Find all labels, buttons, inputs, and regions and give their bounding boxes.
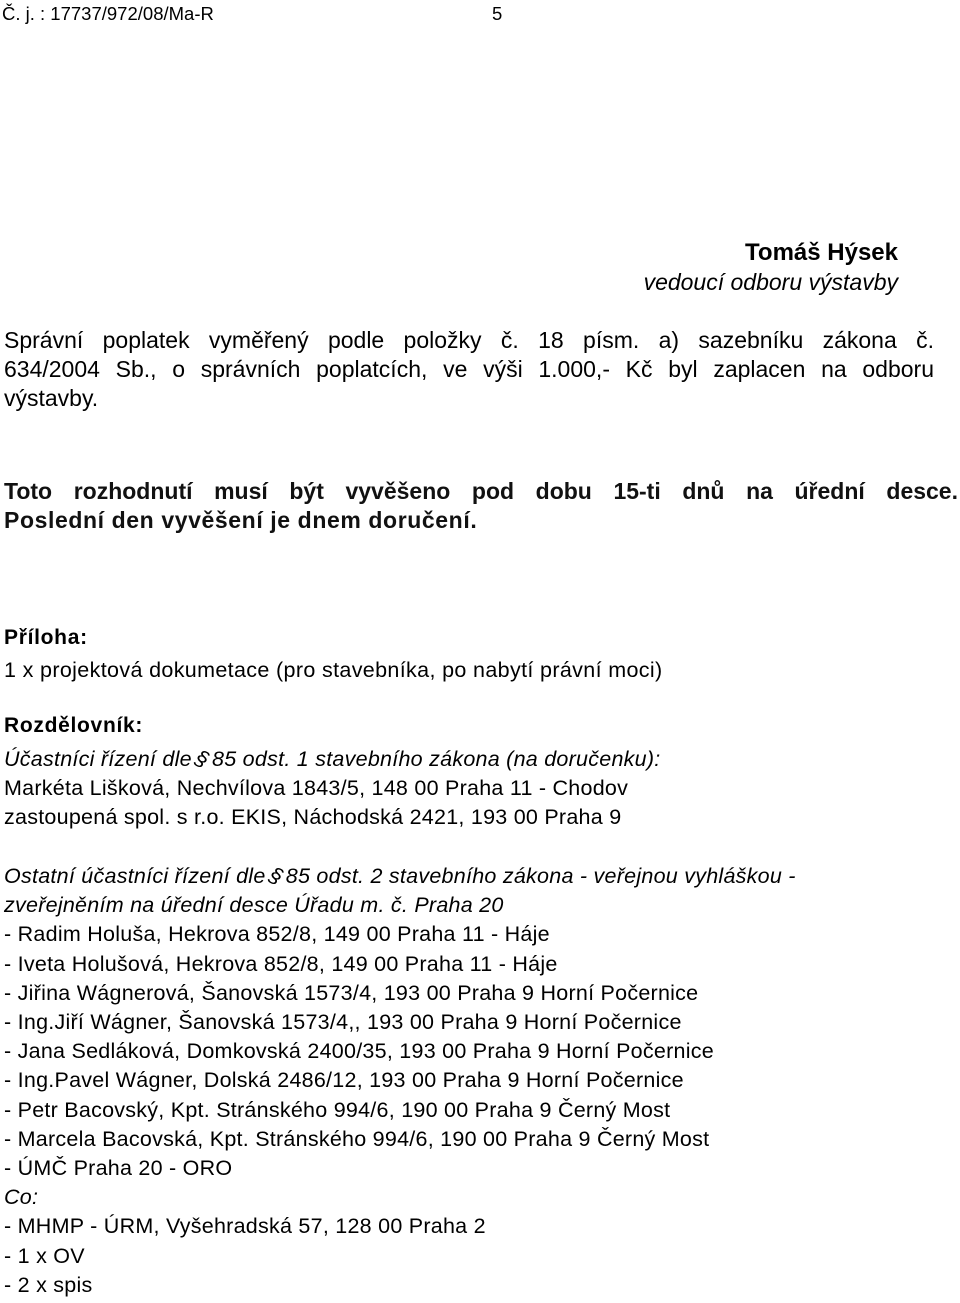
others-intro-line-2: zveřejněním na úřední desce Úřadu m. č. Praha 20: [4, 893, 504, 918]
party-line: zastoupená spol. s r.o. EKIS, Náchodská 2421, 193 00 Praha 9: [4, 805, 622, 830]
others-intro-line-1: [4, 862, 934, 891]
signatory-role: vedoucí odboru výstavby: [643, 269, 898, 295]
other-parties-section: [4, 862, 934, 1300]
annex-item: 1 x projektová dokumetace (pro stavebníka, po nabytí právní moci): [4, 658, 663, 682]
copy-item: - 2 x spis: [4, 1272, 93, 1297]
fee-paragraph: [4, 326, 934, 413]
list-item: - Radim Holuša, Hekrova 852/8, 149 00 Praha 11 - Háje: [4, 922, 550, 947]
list-item: - Jiřina Wágnerová, Šanovská 1573/4, 193 00 Praha 9 Horní Počernice: [4, 980, 699, 1005]
list-item: - Petr Bacovský, Kpt. Stránského 994/6, 190 00 Praha 9 Černý Most: [4, 1097, 671, 1122]
list-item: - Ing.Pavel Wágner, Dolská 2486/12, 193 00 Praha 9 Horní Počernice: [4, 1068, 684, 1093]
reference-number: Č. j. : 17737/972/08/Ma-R: [2, 3, 214, 24]
list-item: - Ing.Jiří Wágner, Šanovská 1573/4,, 193 00 Praha 9 Horní Počernice: [4, 1010, 682, 1035]
parties-section: [4, 745, 934, 833]
party-line: Markéta Lišková, Nechvílova 1843/5, 148 00 Praha 11 - Chodov: [4, 776, 629, 801]
distribution-heading: Rozdělovník:: [4, 714, 144, 737]
notice-line-1: Toto rozhodnutí musí být vyvěšeno pod dobu 15-ti dnů na úřední desce.: [4, 478, 958, 504]
notice-line-2: Poslední den vyvěšení je dnem doručení.: [4, 507, 478, 533]
others-intro-after: 85 odst. 2 stavebního zákona - veřejnou vyhláškou -: [285, 864, 796, 888]
parties-intro-after: 85 odst. 1 stavebního zákona (na doručenku):: [212, 747, 661, 771]
section-symbol-icon: §: [265, 862, 287, 890]
list-item: - Iveta Holušová, Hekrova 852/8, 149 00 Praha 11 - Háje: [4, 951, 558, 976]
list-item: - ÚMČ Praha 20 - ORO: [4, 1156, 233, 1181]
annex-heading: Příloha:: [4, 626, 88, 649]
copy-label: Co:: [4, 1185, 39, 1210]
fee-line-2: 634/2004 Sb., o správních poplatcích, ve výši 1.000,- Kč byl zaplacen na odboru: [4, 356, 934, 382]
fee-line-1: Správní poplatek vyměřený podle položky č. 18 písm. a) sazebníku zákona č.: [4, 327, 934, 353]
parties-intro-before: Účastníci řízení dle: [4, 747, 192, 771]
section-symbol-icon: §: [191, 745, 213, 773]
parties-intro: [4, 745, 934, 774]
list-item: - Marcela Bacovská, Kpt. Stránského 994/6, 190 00 Praha 9 Černý Most: [4, 1126, 710, 1151]
copy-item: - 1 x OV: [4, 1243, 85, 1268]
page-number: 5: [492, 3, 503, 24]
others-intro-before: Ostatní účastníci řízení dle: [4, 864, 266, 888]
fee-line-3: výstavby.: [4, 385, 99, 411]
list-item: - Jana Sedláková, Domkovská 2400/35, 193 00 Praha 9 Horní Počernice: [4, 1039, 714, 1064]
posting-notice: [4, 477, 958, 535]
signatory-name: Tomáš Hýsek: [745, 239, 898, 266]
copy-item: - MHMP - ÚRM, Vyšehradská 57, 128 00 Praha 2: [4, 1214, 486, 1239]
